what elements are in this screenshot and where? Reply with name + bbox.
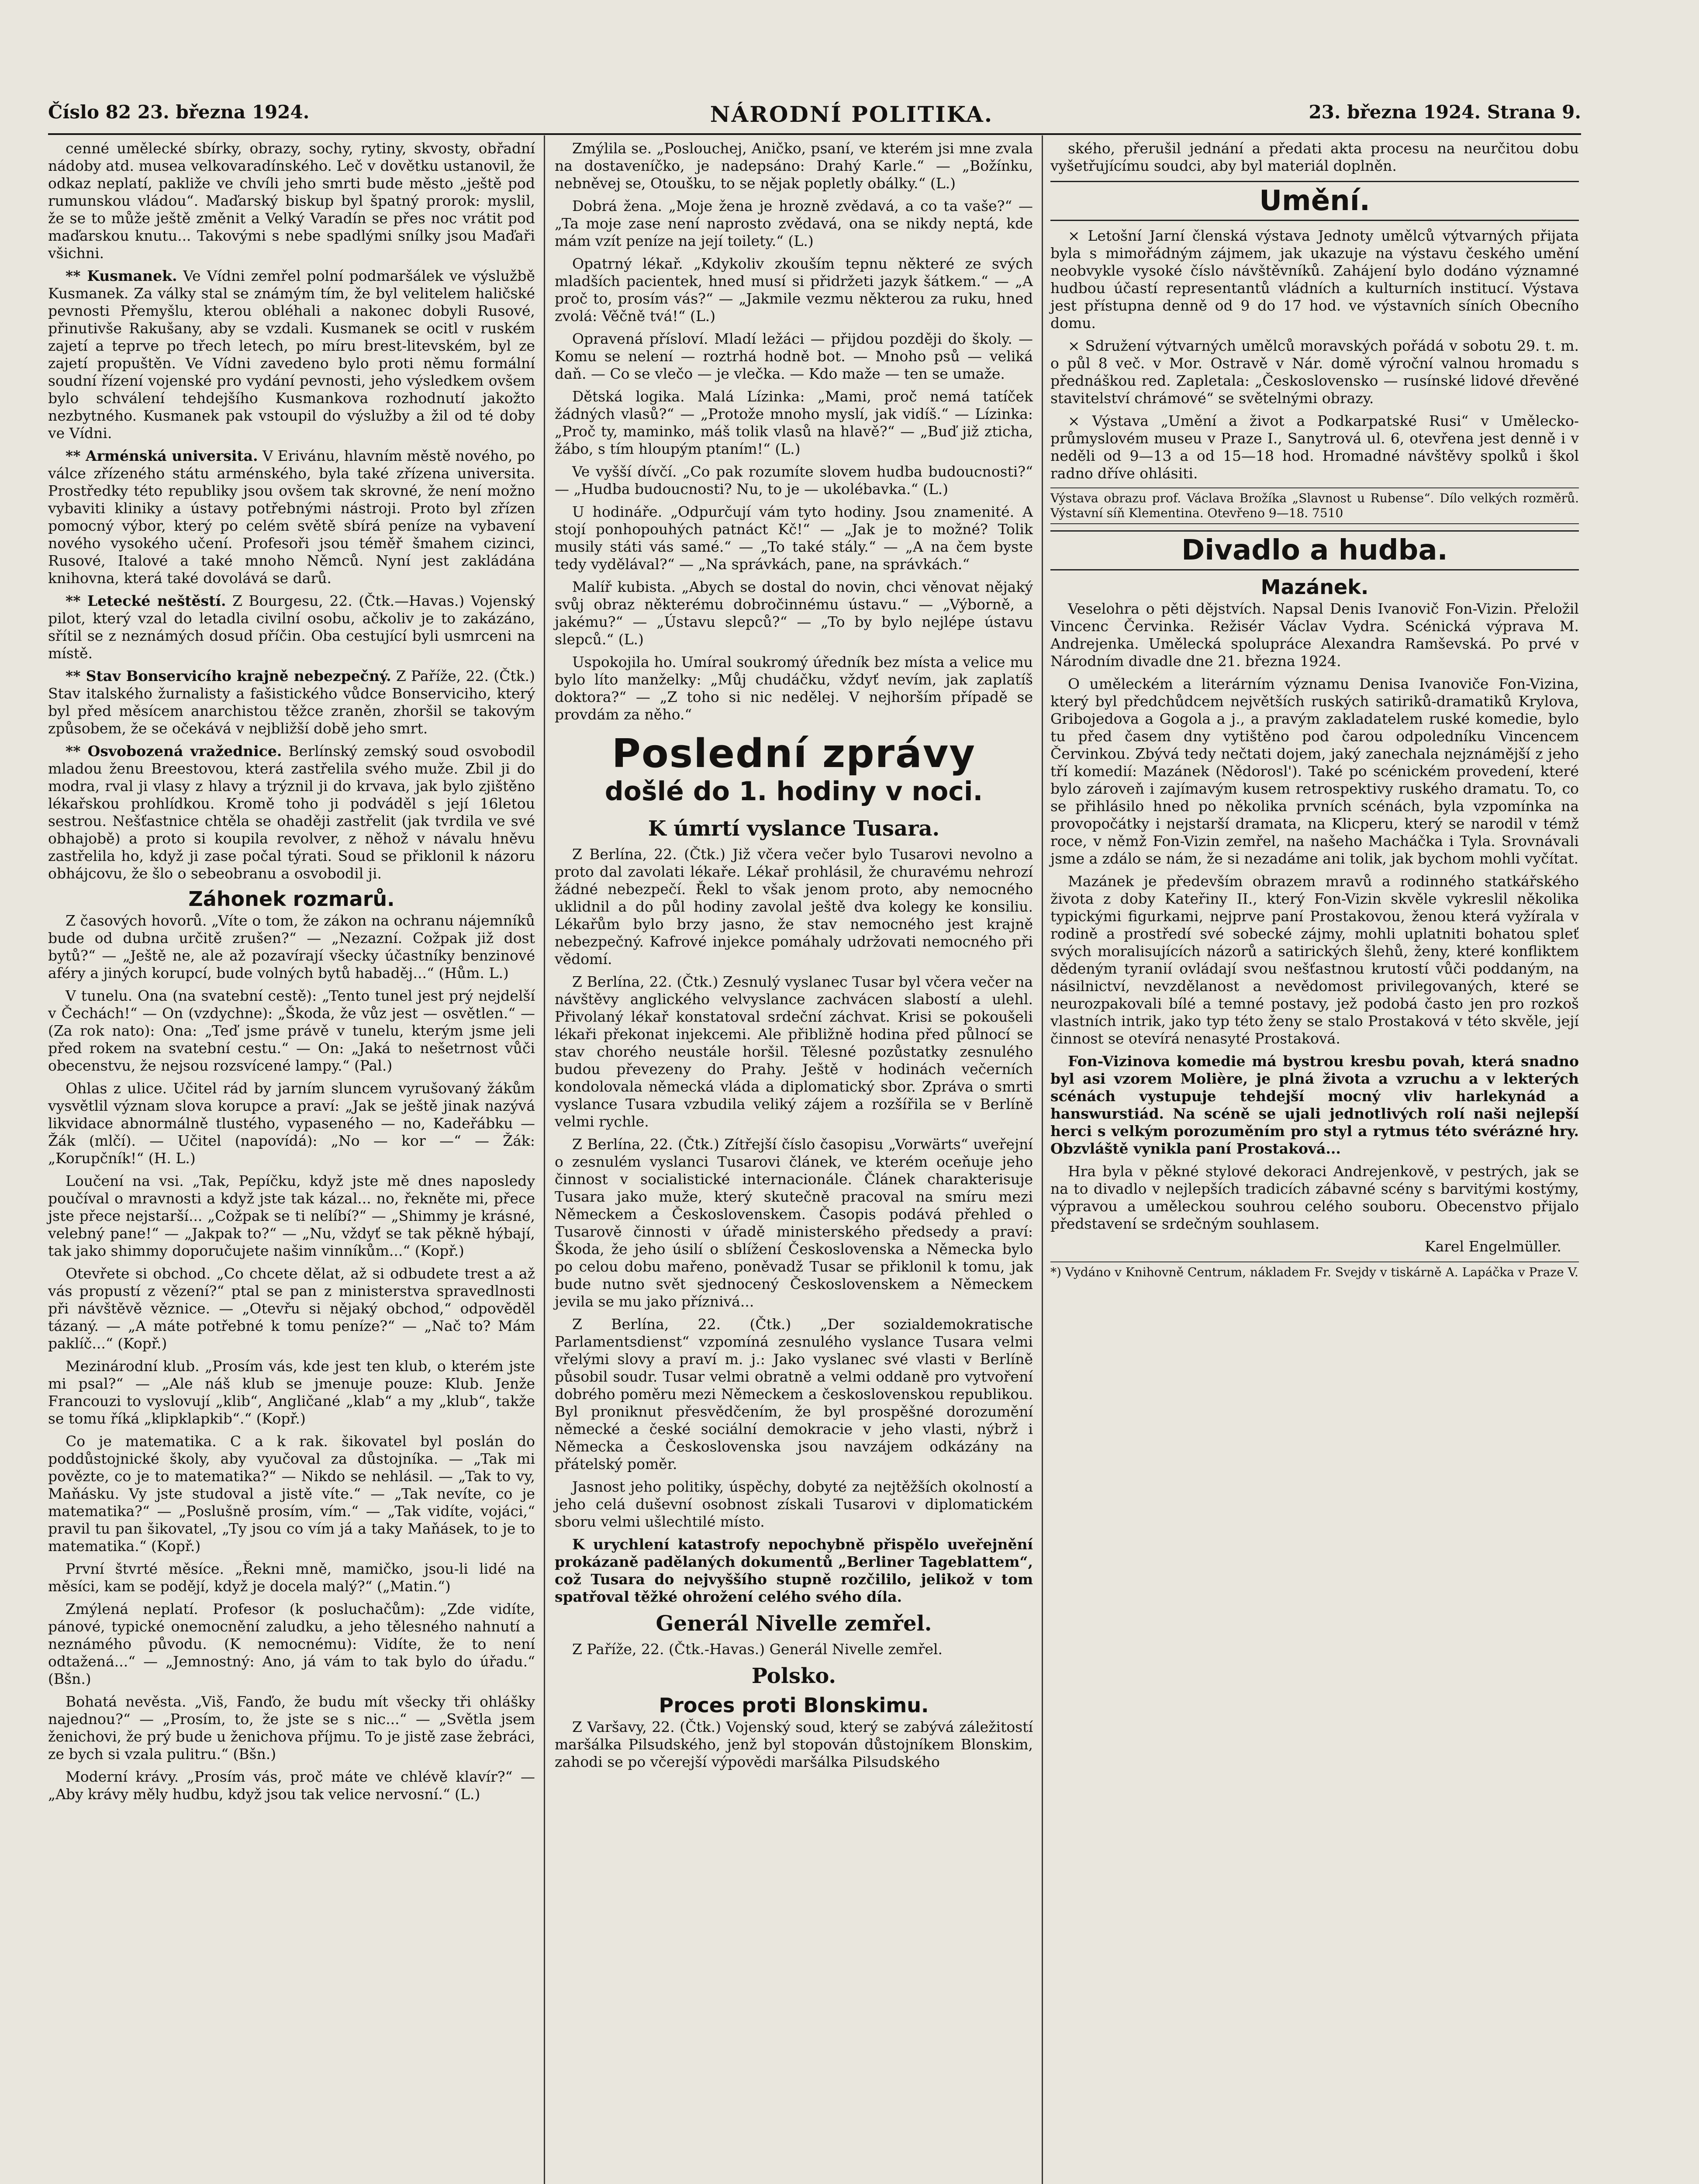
joke: Mezinárodní klub. „Prosím vás, kde jest ten klub, o kterém jste mi psal?“ — „Ale náš klub se jmenuje pouze: Klub. Jenže Francouzi to vyslovují „klib“, Angličané „klab“ a my „klub“, takže se tomu říká „klipklapkib“.“ (Kopř.) — [48, 1358, 535, 1427]
joke: Z časových hovorů. „Víte o tom, že zákon na ochranu nájemníků bude od dubna určitě zrušen?“ — „Nezazní. Cožpak již dost bytů?“ — „Ještě ne, ale až pozavírají všecky účastníky benzinové aféry a jiných korupcí, bude volných bytů habaděj...“ (Hům. L.) — [48, 912, 535, 981]
column-divider — [544, 135, 545, 2184]
item-body: Ve Vídni zemřel polní podmaršálek ve výslužbě Kusmanek. Za války stal se známým tím, že byl velitelem haličské pevnosti Přemyšlu, kterou obléhali a nakonec dobyli Rusové, přinutivše Rakušany, aby se vzdali. Kusmanek se ocitl v ruském zajetí a teprve po třech letech, po míru brest-litevském, byl ze zajetí propuštěn. Ve Vídni zavedeno bylo proti němu formální soudní řízení vojenské pro vydání pevnosti, jeho výsledkem ovšem bylo schválení tehdejšího Kusmankova rozhodnutí jakožto nezbytného. Kusmanek pak vstoupil do výslužby a žil od té doby ve Vídni. — [48, 267, 535, 442]
article-paragraph: Z Paříže, 22. (Čtk.-Havas.) Generál Nivelle zemřel. — [572, 1641, 943, 1658]
joke: První štvrté měsíce. „Řekni mně, mamičko, jsou-li lidé na měsíci, kam se podějí, když je docela malý?“ („Matin.“) — [48, 1560, 535, 1595]
article-paragraph: Z Berlína, 22. (Čtk.) Zesnulý vyslanec Tusar byl včera večer na návštěvy anglického velvyslance zachvácen slabostí a ulehl. Přivolaný lékař konstatoval srdeční záchvat. Krisi se pokoušeli lékaři překonat injekcemi. Ale přibližně hodina před půlnocí se stav chorého neustále horšil. Tělesné pozůstatky zesnulého budou převezeny do Prahy. Ještě v hodinách večerních kondolovala německá vláda a diplomatický sbor. Zpráva o smrti vyslance Tusara vzbudila veliký zájem a rozšířila se v Berlíně velmi rychle. — [555, 973, 1033, 1130]
section-heading: Záhonek rozmarů. — [188, 887, 395, 911]
article-paragraph: Z Berlína, 22. (Čtk.) Zítřejší číslo časopisu „Vorwärts“ uveřejní o zesnulém vyslanci Tusarovi článek, ve kterém oceňuje jeho činnost v socialistické internacionále. Článek charakterisuje Tusara jako muže, který skutečně pracoval na smíru mezi Německem a Československem. Časopis podává přehled o Tusarově činnosti v úřadě ministerského předsedy a praví: Škoda, že jeho úsilí o sblížení Československa a Německa bylo po celou dobu mařeno, poněvadž Tusar se přiklonil k tomu, jak bude nutno svět sjednocený Československem a Německem jevila se mu jako příznivá... — [555, 1136, 1033, 1310]
section-heading-art: Umění. — [1050, 181, 1579, 221]
review-paragraph: O uměleckém a literárním významu Denisa Ivanoviče Fon-Vizina, který byl předchůdcem největších ruských satiriků-dramatiků Krylova, Gribojedova a Gogola a j., a pravým zakladatelem ruské komedie, bylo tu před časem dny vytištěno pod čarou odpoledníku Vincencem Červinkou. Zbývá tedy nečtati dojem, jaký zanechala nejznámější z jeho tří komedií: Mazánek (Nědorosl'). Také po scénickém provedení, které bylo zároveň i zajímavým kusem retrospektivy ruského dramatu. To, co se přihlásilo hned po několika prvních scénách, byla vzpomínka na provopočátky i nejstarší dramata, na Klicperu, který se narodil v témž roce, v němž Fon-Vizin zemřel, na našeho Macháčka i Tyla. Srovnávali jsme a zdálo se nám, že si nezadáme ani tolik, jak bychom mohli vyčítat. — [1050, 675, 1579, 867]
article-heading: K úmrtí vyslance Tusara. — [648, 816, 940, 841]
joke: Ve vyšší dívčí. „Co pak rozumíte slovem hudba budoucnosti?“ — „Hudba budoucnosti? Nu, to je — ukolébavka.“ (L.) — [555, 463, 1033, 498]
joke: Bohatá nevěsta. „Viš, Fanďo, že budu mít všecky tři ohlášky najednou?“ — „Prosím, to, že jste se s nic...“ — „Světla jsem ženichovi, že prý bude u ženichova příjmu. To je jistě zase žebráci, ze bych si vzala pulitru.“ (Bšn.) — [48, 1693, 535, 1762]
item-body: V Erivánu, hlavním městě nového, po válce zřízeného státu arménského, byla také zřízena universita. Prostředky této republiky jsou ovšem tak skrovné, že není možno vybaviti kliniky a ústavy potřebnými nástroji. Proto byl zřízen pomocný výbor, který po celém světě sbírá peníze na vybavení nového vysokého učení. Profesoři jsou téměř šmahem cizinci, Rusové, Italové a také mnoho Němců. Nyní jest zakládána knihovna, která také dovolává se darů. — [48, 447, 535, 587]
joke: Otevřete si obchod. „Co chcete dělat, až si odbudete trest a až vás propustí z vězení?“ ptal se pan z ministerstva spravedlnosti při návštěvě věznice. — „Otevřu si nějaký obchod,“ odpověděl tázaný. — „A máte potřebné k tomu peníze?“ — „Nač to? Mám paklíč...“ (Kopř.) — [48, 1265, 535, 1352]
review-paragraph: Veselohra o pěti dějstvích. Napsal Denis Ivanovič Fon-Vizin. Přeložil Vincenc Červinka. Režisér Václav Vydra. Scénická výprava M. Andrejenka. Umělecká spolupráce Alexandra Ramševská. Po prvé v Národním divadle dne 21. března 1924. — [1050, 600, 1579, 670]
paragraph: cenné umělecké sbírky, obrazy, sochy, rytiny, skvosty, obřadní nádoby atd. musea velkovaradínského. Leč v dovětku ustanovil, že odkaz neplatí, pakliže ve chvíli jeho smrti bude město „ještě pod rumunskou vládou“. Maďarský biskup byl špatný prorok: myslil, že se to může ještě změnit a Velký Varadín se přes noc vrátit pod maďarskou knutu... Takovými s nebe spadlými snílky jsou Maďaři všichni. — [48, 140, 535, 262]
joke: Dětská logika. Malá Lízinka: „Mami, proč nemá tatíček žádných vlasů?“ — „Protože mnoho myslí, jak vidíš.“ — Lízinka: „Proč ty, maminko, máš tolik vlasů na hlavě?“ — „Buď již zticha, žábo, s tím hloupým ptaním!“ (L.) — [555, 388, 1033, 457]
joke: Opatrný lékař. „Kdykoliv zkouším tepnu některé ze svých mladších pacientek, hned musí si přidržeti jazyk šátkem.“ — „A proč to, prosím vás?“ — „Jakmile vezmu některou za ruku, hned zvolá: Věčně tvá!“ (L.) — [555, 255, 1033, 325]
latest-news-headline: Poslední zprávy — [611, 731, 976, 777]
author-signature: Karel Engelmüller. — [1424, 1238, 1561, 1255]
joke: Loučení na vsi. „Tak, Pepíčku, když jste mě dnes naposledy poučíval o mravnosti a když jste tak kázal... no, řekněte mi, přece jste přece nejstarší... „Cožpak se ti nelíbí?“ — „Shimmy je krásné, velebný pane!“ — „Jakpak to?“ — „Nu, vždyť se tak pěkně hýbají, tak jako shimmy doporučujete našim vinníkům...“ (Kopř.) — [48, 1172, 535, 1259]
issue-number: Číslo 82 23. března 1924. — [48, 101, 310, 123]
item-heading: ** Letecké neštěstí. — [66, 592, 226, 609]
item-heading: ** Kusmanek. — [66, 267, 177, 284]
joke: Opravená přísloví. Mladí ležáci — přijdou později do školy. — Komu se nelení — roztrhá hodně bot. — Mnoho psů — veliká daň. — Co se vlečo — je vlečka. — Kdo maže — ten se umaže. — [555, 330, 1033, 382]
article-paragraph: Z Varšavy, 22. (Čtk.) Vojenský soud, který se zabývá záležitostí maršálka Pilsudského, jenž byl stopován důstojníkem Blonskim, zahodi se po včerejší výpovědi maršálka Pilsudského — [555, 1718, 1033, 1770]
joke: U hodináře. „Odpurčují vám tyto hodiny. Jsou znamenité. A stojí ponhopouhých patnáct Kč!“ — „Jak je to možné? Tolik musily státi vás samé.“ — „To také stály.“ — „A na čem byste tedy vydělával?“ — „Na správkách, pane, na správkách.“ — [555, 503, 1033, 573]
review-paragraph: Hra byla v pěkné stylové dekoraci Andrejenkově, v pestrých, jak se na to divadlo v nejlepších tradicích zábavné scény s barvitými kostýmy, výpravou a uměleckou souhrou celého souboru. Obecenstvo přijalo představení se srdečným souhlasem. — [1050, 1163, 1579, 1232]
article-paragraph-bold: K urychlení katastrofy nepochybně přispělo uveřejnění prokázaně padělaných dokumentů „Berliner Tageblattem“, což Tusara do nejvyššího stupně rozčililo, jelikož v tom spatřoval těžké ohrožení celého svého díla. — [555, 1536, 1033, 1605]
header-rule — [48, 133, 1581, 135]
review-paragraph: Fon-Vizinova komedie má bystrou kresbu povah, která snadno byl asi vzorem Molière, je plná života a vzruchu a v lekterých scénách vystupuje tehdejší mocný vliv harlekynád a hanswurstiád. Na scéně se ujali jednotlivých rolí naši nejlepší herci s velkým porozuměním pro styl a rytmus této svérázné hry. Obzvláště vynikla paní Prostaková... — [1050, 1053, 1579, 1157]
news-item — [48, 743, 535, 882]
item-body: Z Bourgesu, 22. (Čtk.—Havas.) Vojenský pilot, který vzal do letadla civilní osobu, ačkoliv je to zakázáno, sřítil se z neznámých dosud příčin. Oba cestující byli usmrceni na místě. — [48, 592, 535, 662]
item-heading: ** Arménská universita. — [66, 447, 258, 464]
article-paragraph: Z Berlína, 22. (Čtk.) Již včera večer bylo Tusarovi nevolno a proto dal zavolati lékaře. Lékař prohlásil, že churavému nehrozí žádné nebezpečí. Řekl to však jenom proto, aby nemocného uklidnil a do půl hodiny zavolal ještě dva kolegy ke konsiliu. Lékařům bylo brzy jasno, že stav nemocného jest krajně nebezpečný. Kafrové injekce pomáhaly udržovati nemocného při vědomí. — [555, 846, 1033, 968]
paragraph: ského, přerušil jednání a předati akta procesu na neurčitou dobu vyšetřujícímu soudci, aby byl materiál doplněn. — [1050, 140, 1579, 174]
news-item — [48, 267, 535, 442]
masthead-title: NÁRODNÍ POLITIKA. — [710, 101, 994, 127]
joke: Co je matematika. C a k rak. šikovatel byl poslán do poddůstojnické školy, aby vyučoval za důstojníka. — „Tak mi povězte, co je to matematika?“ — Nikdo se nehlásil. — „Tak to vy, Maňásku. Vy jste studoval a jistě víte.“ — „Tak nevíte, co je matematika?“ — „Poslušně prosím, vím.“ — „Tak vidíte, vojáci,“ pravil tu pan šikovatel, „Ty jsou co vím já a taky Maňásek, to je to matematika.“ (Kopř.) — [48, 1433, 535, 1555]
article-subheading: Proces proti Blonskimu. — [659, 1693, 929, 1717]
joke: Malíř kubista. „Abych se dostal do novin, chci věnovat nějaký svůj obraz některému dobročinnému ústavu.“ — „Výborně, a jakému?“ — „Ústavu slepců?“ — „To by bylo nejlépe ústavu slepců.“ (L.) — [555, 578, 1033, 648]
item-body: Z Paříže, 22. (Čtk.) Stav italského žurnalisty a fašistického vůdce Bonserviciho, který byl před měsícem anarchistou těžce zraněn, zhoršil se takovým způsobem, že se očekává v nejbližší době jeho smrt. — [48, 667, 535, 737]
art-notice: × Sdružení výtvarných umělců moravských pořádá v sobotu 29. t. m. o půl 8 več. v Mor. Ostravě v Nár. domě výroční valnou hromadu s přednáškou red. Zapletala: „Československo — rusínské lidové dřevěné stavitelství chrámové“ se světelnými obrazy. — [1050, 337, 1579, 407]
review-title: Mazánek. — [1260, 575, 1369, 599]
exhibition-advert: Výstava obrazu prof. Václava Brožíka „Slavnost u Rubense“. Dílo velkých rozměrů. Výstavní síň Klementina. Otevřeno 9—18. 7510 — [1050, 487, 1579, 524]
joke: Ohlas z ulice. Učitel rád by jarním sluncem vyrušovaný žákům vysvětlil význam slova korupce a praví: „Jak se ještě jinak nazývá likvidace abnormálně tlustého, vypaseného — no, Kadeřábku — Žák (mlčí). — Učitel (napovídá): „No — kor —“ — Žák: „Korupčník!“ (H. L.) — [48, 1080, 535, 1167]
article-paragraph: Jasnost jeho politiky, úspěchy, dobyté za nejtěžších okolností a jeho celá duševní osobnost získali Tusarovi v diplomatickém sboru velmi ušlechtilé místo. — [555, 1478, 1033, 1530]
joke: Moderní krávy. „Prosím vás, proč máte ve chlévě klavír?“ — „Aby krávy měly hudbu, když jsou tak velice nervosní.“ (L.) — [48, 1768, 535, 1803]
joke: Zmýlená neplatí. Profesor (k posluchačům): „Zde vidíte, pánové, typické onemocnění zaludku, a jeho tělesného nahnutí a neznámého původu. (K nemocnému): Vidíte, že to není odtažená...“ — „Jemnostný: Ano, já vám to tak bylo do úřadu.“ (Bšn.) — [48, 1600, 535, 1687]
column-3 — [1050, 140, 1579, 1280]
art-notice: × Letošní Jarní členská výstava Jednoty umělců výtvarných přijata byla s mimořádným zájmem, jak ukazuje na výstavu českého umění neobvykle vysoké číslo návštěvníků. Zahájení bylo dodáno významné hudbou účastí representantů vládních a kulturních institucí. Výstava jest přístupna denně od 9 do 17 hod. ve výstavních síních Obecního domu. — [1050, 227, 1579, 332]
item-heading: ** Stav Bonservicího krajně nebezpečný. — [66, 667, 391, 684]
column-1 — [48, 140, 535, 1808]
article-paragraph: Z Berlína, 22. (Čtk.) „Der sozialdemokratische Parlamentsdienst“ vzpomíná zesnulého vyslance Tusara velmi vřelými slovy a praví m. j.: Jako vyslanec své vlasti v Berlíně působil soudr. Tusar velmi obratně a velmi oddaně pro vytvoření dobrého poměru mezi Německem a československou republikou. Byl proniknut přesvědčením, že byl prospěšné dorozumění německé a české sociální demokracie v jeho vlasti, nýbrž i Německa a Československa jsou navzájem odkázány na přátelský poměr. — [555, 1316, 1033, 1472]
article-heading: Polsko. — [751, 1664, 836, 1688]
column-divider — [1042, 135, 1043, 2184]
column-2 — [555, 140, 1033, 1776]
art-notice: × Výstava „Umění a život a Podkarpatské Rusi“ v Umělecko-průmyslovém museu v Praze I., Sanytrová ul. 6, otevřena jest denně i v neděli od 9—13 a od 15—18 hod. Hromadné návštěvy spolků i škol radno dříve ohlásiti. — [1050, 412, 1579, 482]
page-number: 23. března 1924. Strana 9. — [1309, 101, 1581, 123]
news-item — [48, 447, 535, 587]
item-heading: ** Osvobozená vražednice. — [66, 743, 282, 760]
news-item — [48, 592, 535, 662]
joke: V tunelu. Ona (na svatební cestě): „Tento tunel jest prý nejdelší v Čechách!“ — On (vzdychne): „Škoda, že vůz jest — osvětlen.“ — (Za rok nato): Ona: „Teď jsme právě v tunelu, kterým jsme jeli před rokem na svatební cestu.“ — On: „Jaká to nešetrnost vůči obecenstvu, že nejsou rozsvícené lampy.“ (Pal.) — [48, 987, 535, 1074]
footnote: *) Vydáno v Knihovně Centrum, nákladem Fr. Svejdy v tiskárně A. Lapáčka v Praze V. — [1050, 1261, 1579, 1280]
joke: Dobrá žena. „Moje žena je hrozně zvědavá, a co ta vaše?“ — „Ta moje zase není naprosto zvědavá, ona se nikdy neptá, kde mám vzít peníze na její toilety.“ (L.) — [555, 197, 1033, 249]
latest-news-subheadline: došlé do 1. hodiny v noci. — [604, 776, 983, 807]
joke: Zmýlila se. „Poslouchej, Aničko, psaní, ve kterém jsi mne zvala na dostaveníčko, je nadepsáno: Drahý Karle.“ — „Božínku, nebněvej se, Otoušku, to se nějak popletly obálky.“ (L.) — [555, 140, 1033, 192]
article-heading: Generál Nivelle zemřel. — [656, 1611, 932, 1636]
item-body: Berlínský zemský soud osvobodil mladou ženu Breestovou, která zastřelila svého muže. Zbil ji do modra, rval ji vlasy z hlavy a trýznil ji do krvava, jak bylo zjištěno lékařskou prohlídkou. Kromě toho ji podváděl s její 16letou sestrou. Nešťastnice chtěla se ohaději zastřelit (jak tvrdila ve své obhajobě) a proto si koupila revolver, z něhož v návalu hněvu zastřelila ho, když ji zase počal týrati. Soud se přiklonil k názoru obhájcovu, že šlo o sebeobranu a osvobodil ji. — [48, 743, 535, 882]
section-heading-theatre: Divadlo a hudba. — [1050, 530, 1579, 570]
joke: Uspokojila ho. Umíral soukromý úředník bez místa a velice mu bylo líto manželky: „Můj chudáčku, vždyť nevím, jak zaplatíš doktora?“ — „Z toho si nic nedělej. V nejhorším případě se provdám za něho.“ — [555, 653, 1033, 723]
news-item — [48, 667, 535, 737]
review-paragraph: Mazánek je především obrazem mravů a rodinného statkářského života z doby Kateřiny II., který Fon-Vizin skvěle vykreslil několika typickými figurkami, nejprve paní Prostakovou, ženou která vyžírala v rodině a prostředí své sobecké zájmy, mohli uplatniti bohatou spleť svých moralisujících názorů a satirických šlehů, ženy, které konfliktem dědeným tyranií ovládají svou nešťastnou krutostí vůči poddaným, na násilnictví, nevzdělanost a nevědomost privilegovaných, které se neurozpakovali bílé a temné postavy, jež podobá často jen pro rozkoš vlastních intrik, jako typ této ženy se stalo Prostaková v této skvěle, její činnost se otevírá nenasyté Prostaková. — [1050, 873, 1579, 1047]
